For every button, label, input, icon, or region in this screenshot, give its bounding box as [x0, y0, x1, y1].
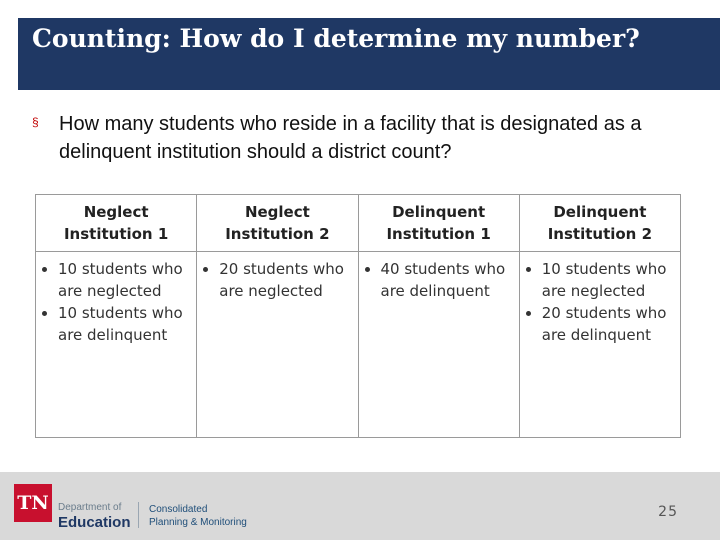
- table-header-row: [36, 195, 681, 252]
- col-header-neglect-1: Neglect Institution 1: [36, 195, 197, 252]
- cell-neglect-1: [36, 252, 197, 438]
- list-item: • 10 students who are neglected: [542, 258, 676, 302]
- bullet-marker-icon: §: [32, 115, 39, 129]
- list-item: • 10 students who are delinquent: [58, 302, 192, 346]
- question-text: How many students who reside in a facility that is designated as a delinquent institution should a district count?: [59, 113, 642, 163]
- dept-line1: Department of: [58, 502, 122, 513]
- tn-logo: TN: [14, 484, 52, 522]
- col-header-delinquent-2: Delinquent Institution 2: [519, 195, 680, 252]
- table-row: [36, 252, 681, 438]
- footer: [0, 472, 720, 540]
- footer-divider: [138, 502, 139, 528]
- cell-delinquent-2: [519, 252, 680, 438]
- cell-neglect-2: [197, 252, 358, 438]
- cpm-line1: Consolidated: [149, 504, 208, 515]
- cell-delinquent-1: [358, 252, 519, 438]
- col-header-neglect-2: Neglect Institution 2: [197, 195, 358, 252]
- title-bar: [18, 18, 720, 90]
- institution-table: [35, 194, 681, 438]
- department-name: [58, 502, 131, 531]
- page-number: 25: [658, 504, 678, 520]
- list-item: • 20 students who are neglected: [219, 258, 353, 302]
- cpm-line2: Planning & Monitoring: [149, 517, 247, 528]
- col-header-delinquent-1: Delinquent Institution 1: [358, 195, 519, 252]
- list-item: • 40 students who are delinquent: [381, 258, 515, 302]
- slide-title: Counting: How do I determine my number?: [32, 24, 640, 53]
- question-bullet: [32, 110, 682, 166]
- dept-line2: Education: [58, 514, 131, 531]
- program-name: [149, 503, 247, 529]
- list-item: • 20 students who are delinquent: [542, 302, 676, 346]
- list-item: • 10 students who are neglected: [58, 258, 192, 302]
